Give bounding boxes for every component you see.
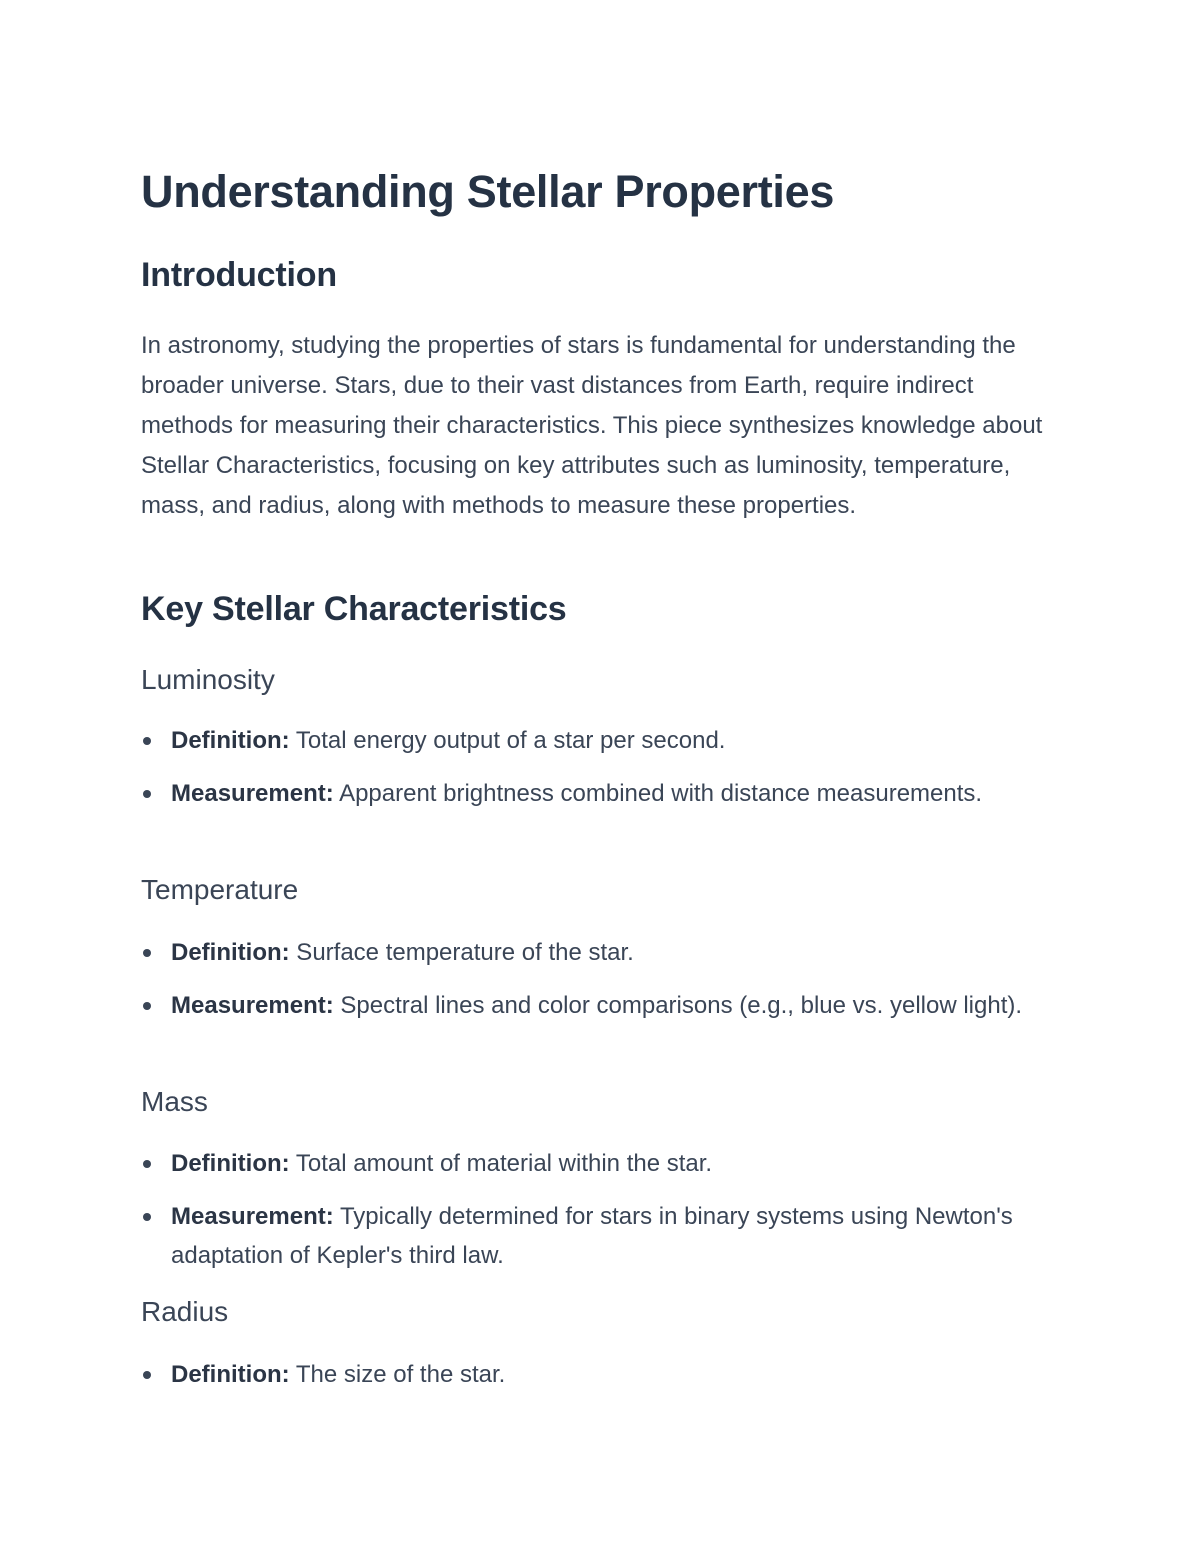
- mass-list: [141, 1144, 1041, 1289]
- measurement-text: Spectral lines and color comparisons (e.g., blue vs. yellow light).: [333, 992, 1023, 1019]
- list-item: [141, 933, 1041, 972]
- measurement-term: Measurement:: [171, 1203, 334, 1230]
- measurement-text: Typically determined for stars in binary systems using Newton's adaptation of Kepler's third law.: [171, 1203, 1013, 1269]
- list-item: [141, 1355, 1041, 1394]
- page-title: Understanding Stellar Properties: [141, 166, 835, 217]
- measurement-term: Measurement:: [171, 780, 334, 807]
- definition-text: Surface temperature of the star.: [289, 939, 634, 966]
- definition-text: Total energy output of a star per second.: [289, 727, 726, 754]
- introduction-heading: Introduction: [141, 256, 337, 294]
- measurement-term: Measurement:: [171, 992, 334, 1019]
- measurement-text: Apparent brightness combined with distance measurements.: [333, 780, 983, 807]
- introduction-paragraph: In astronomy, studying the properties of stars is fundamental for understanding the broader universe. Stars, due to their vast distances from Earth, require indirect methods for measuring their characteristics. This piece synthesizes knowledge about Stellar Characteristics, focusing on key attributes such as luminosity, temperature, mass, and radius, along with methods to measure these properties.: [141, 332, 1043, 519]
- bullet-icon: [143, 949, 151, 957]
- definition-text: Total amount of material within the star.: [289, 1150, 713, 1177]
- mass-heading: Mass: [141, 1086, 208, 1117]
- list-item: [141, 1144, 1041, 1183]
- bullet-icon: [143, 1371, 151, 1379]
- temperature-list: [141, 933, 1041, 1039]
- list-item: [141, 721, 1041, 760]
- bullet-icon: [143, 737, 151, 745]
- bullet-icon: [143, 1002, 151, 1010]
- definition-term: Definition:: [171, 1361, 290, 1388]
- list-item: [141, 1197, 1041, 1275]
- definition-text: The size of the star.: [289, 1361, 506, 1388]
- definition-term: Definition:: [171, 1150, 290, 1177]
- luminosity-list: [141, 721, 1041, 827]
- definition-term: Definition:: [171, 939, 290, 966]
- luminosity-heading: Luminosity: [141, 664, 275, 695]
- list-item: [141, 774, 1041, 813]
- radius-heading: Radius: [141, 1296, 229, 1327]
- list-item: [141, 986, 1041, 1025]
- radius-list: [141, 1355, 1041, 1408]
- key-characteristics-heading: Key Stellar Characteristics: [141, 590, 567, 628]
- bullet-icon: [143, 1160, 151, 1168]
- temperature-heading: Temperature: [141, 874, 299, 905]
- bullet-icon: [143, 1213, 151, 1221]
- definition-term: Definition:: [171, 727, 290, 754]
- bullet-icon: [143, 790, 151, 798]
